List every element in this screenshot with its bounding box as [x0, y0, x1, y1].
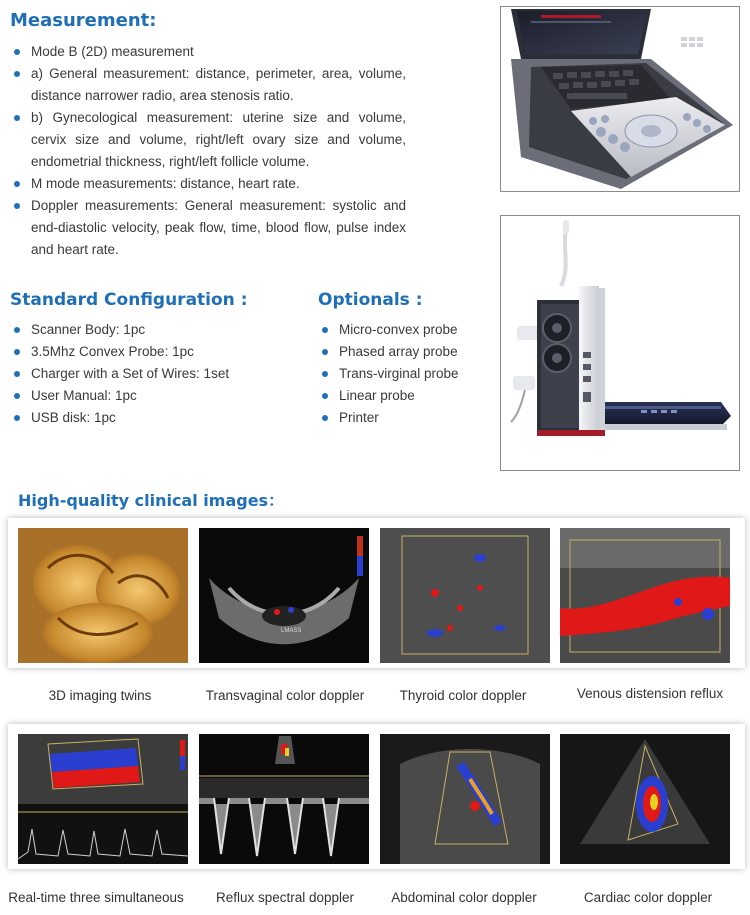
list-item	[10, 341, 300, 363]
image-spectral-doppler	[199, 734, 369, 864]
bullet-icon	[14, 327, 20, 333]
list-item	[318, 341, 508, 363]
side-view-ultrasound-illustration	[501, 216, 739, 470]
optionals-heading: Optionals :	[318, 290, 423, 310]
clinical-gallery-row-2	[8, 724, 745, 869]
bullet-icon	[322, 371, 328, 377]
bullet-icon	[322, 349, 328, 355]
list-item-text: M mode measurements: distance, heart rate.	[31, 176, 300, 191]
image-thyroid-doppler	[380, 528, 550, 663]
bullet-icon	[14, 71, 20, 77]
measurement-list	[10, 41, 406, 261]
list-item-text: Charger with a Set of Wires: 1set	[31, 366, 230, 381]
bullet-icon	[14, 371, 20, 377]
caption-triplex: Real-time three simultaneous	[8, 890, 184, 905]
caption-abdominal: Abdominal color doppler	[391, 890, 537, 905]
image-3d-twins	[18, 528, 188, 663]
bullet-icon	[322, 415, 328, 421]
standard-configuration-list	[10, 319, 300, 429]
caption-3d-twins: 3D imaging twins	[48, 688, 152, 703]
bullet-icon	[14, 415, 20, 421]
list-item	[10, 195, 406, 261]
caption-venous: Venous distension reflux	[576, 686, 724, 701]
list-item	[10, 319, 300, 341]
list-item-text: User Manual: 1pc	[31, 388, 137, 403]
list-item	[10, 407, 300, 429]
optionals-list	[318, 319, 508, 429]
list-item-text: Printer	[339, 410, 379, 425]
bullet-icon	[14, 393, 20, 399]
list-item-text: a) General measurement: distance, perimeter, area, volume, distance narrower radio, area stenosis ratio.	[31, 66, 406, 103]
list-item	[10, 173, 406, 195]
list-item-text: Phased array probe	[339, 344, 458, 359]
list-item	[318, 319, 508, 341]
clinical-images-heading: High-quality clinical images：	[18, 491, 285, 510]
image-venous-reflux	[560, 528, 730, 663]
list-item-text: Micro-convex probe	[339, 322, 458, 337]
list-item	[10, 107, 406, 173]
list-item	[10, 385, 300, 407]
list-item	[318, 407, 508, 429]
list-item	[10, 363, 300, 385]
list-item	[10, 41, 406, 63]
caption-spectral: Reflux spectral doppler	[215, 890, 355, 905]
image-triplex	[18, 734, 188, 864]
mass-label: LMASS	[281, 628, 302, 634]
bullet-icon	[14, 203, 20, 209]
list-item	[10, 63, 406, 107]
list-item-text: Scanner Body: 1pc	[31, 322, 146, 337]
list-item-text: Trans-virginal probe	[339, 366, 459, 381]
list-item-text: USB disk: 1pc	[31, 410, 116, 425]
bullet-icon	[322, 327, 328, 333]
bullet-icon	[14, 181, 20, 187]
product-photo-laptop	[500, 6, 740, 192]
clinical-gallery-row-1	[8, 518, 745, 668]
caption-thyroid: Thyroid color doppler	[399, 688, 527, 703]
caption-transvaginal: Transvaginal color doppler	[205, 688, 365, 703]
measurement-heading: Measurement:	[10, 10, 157, 31]
standard-configuration-heading: Standard Configuration :	[10, 290, 248, 310]
bullet-icon	[14, 49, 20, 55]
bullet-icon	[14, 349, 20, 355]
list-item-text: Linear probe	[339, 388, 415, 403]
bullet-icon	[14, 115, 20, 121]
bullet-icon	[322, 393, 328, 399]
caption-cardiac: Cardiac color doppler	[583, 890, 713, 905]
list-item	[318, 363, 508, 385]
image-transvaginal-doppler	[199, 528, 369, 663]
list-item-text: Mode B (2D) measurement	[31, 44, 194, 59]
image-abdominal-doppler	[380, 734, 550, 864]
list-item-text: b) Gynecological measurement: uterine size and volume, cervix size and volume, right/left ovary size and volume, endometrial thickness, right/left follicle volume.	[31, 110, 406, 169]
product-photo-side-view	[500, 215, 740, 471]
list-item	[318, 385, 508, 407]
list-item-text: 3.5Mhz Convex Probe: 1pc	[31, 344, 194, 359]
image-cardiac-doppler	[560, 734, 730, 864]
list-item-text: Doppler measurements: General measurement: systolic and end-diastolic velocity, peak flow, time, blood flow, pulse index and heart rate.	[31, 198, 406, 257]
laptop-ultrasound-illustration	[501, 7, 739, 191]
